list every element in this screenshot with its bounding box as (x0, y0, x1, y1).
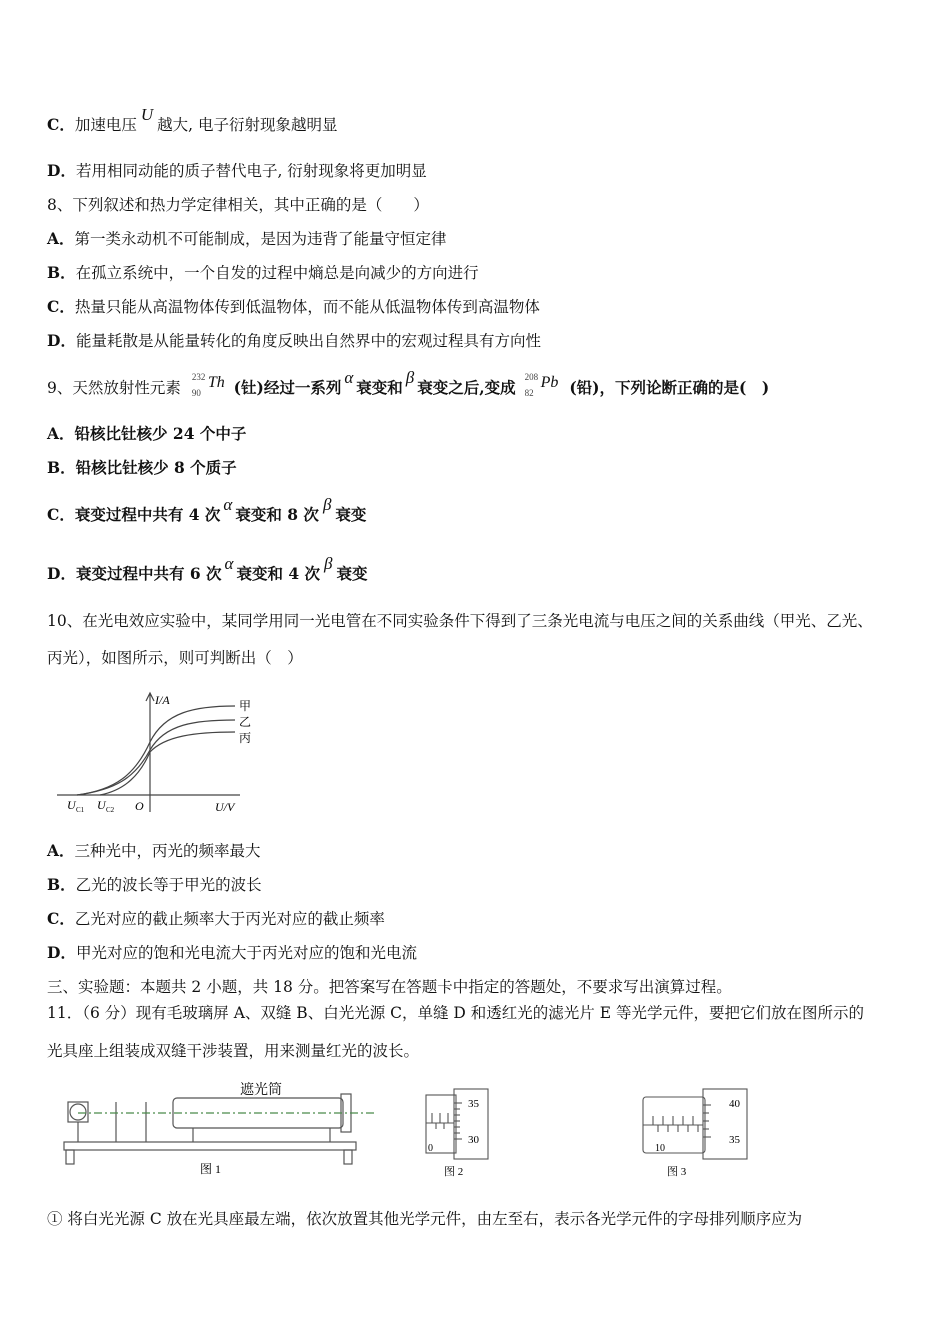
origin-label: O (135, 799, 144, 813)
question-11-line2: 光具座上组装成双缝干涉装置，用来测量红光的波长。 (47, 1042, 420, 1060)
option-9c: C．衰变过程中共有 4 次α衰变和 8 次β衰变 (47, 495, 367, 524)
bench-foot-right (344, 1150, 352, 1164)
thimble-bottom-number: 30 (468, 1134, 479, 1146)
sleeve-zero: 0 (428, 1143, 433, 1154)
light-source (70, 1104, 86, 1120)
thimble-top-number: 35 (468, 1098, 479, 1110)
thimble (703, 1089, 747, 1159)
question-8: 8、下列叙述和热力学定律相关，其中正确的是（ ） (47, 196, 429, 214)
uc1-sub: C1 (76, 806, 85, 814)
light-source-housing (68, 1102, 88, 1122)
thimble-top-number: 40 (729, 1098, 740, 1110)
optical-bench-figure (58, 1080, 388, 1180)
option-10c: C．乙光对应的截止频率大于丙光对应的截止频率 (47, 909, 385, 928)
option-8c: C．热量只能从高温物体传到低温物体，而不能从低温物体传到高温物体 (47, 297, 540, 316)
option-7d: D．若用相同动能的质子替代电子, 衍射现象将更加明显 (47, 161, 427, 180)
sleeve-main-number: 10 (655, 1143, 665, 1154)
question-10-line2: 丙光），如图所示，则可判断出（ ） (47, 649, 303, 667)
curve-jia (77, 706, 235, 795)
option-8d: D．能量耗散是从能量转化的角度反映出自然界中的宏观过程具有方向性 (47, 331, 541, 350)
option-9b: B．铅核比钍核少 8 个质子 (47, 458, 237, 477)
option-9d: D．衰变过程中共有 6 次α衰变和 4 次β衰变 (47, 554, 368, 583)
option-7c: C．加速电压U越大, 电子衍射现象越明显 (47, 105, 338, 134)
x-axis-label: U/V (215, 800, 235, 814)
thimble-bottom-number: 35 (729, 1134, 740, 1146)
option-9a: A．铅核比钍核少 24 个中子 (47, 424, 247, 443)
curve-bing (100, 732, 235, 795)
figure-2-caption: 图 2 (444, 1166, 464, 1178)
option-8a: A．第一类永动机不可能制成，是因为违背了能量守恒定律 (47, 229, 447, 248)
question-11-line1: 11．（6 分）现有毛玻璃屏 A、双缝 B、白光光源 C，单缝 D 和透红光的滤光片 E 等光学元件，要把它们放在图所示的 (47, 1004, 864, 1022)
shading-tube-label: 遮光筒 (240, 1083, 282, 1098)
figure-3-caption: 图 3 (667, 1166, 687, 1178)
lead-nuclide: 208 82 Pb (524, 372, 559, 398)
curve-yi (77, 720, 235, 795)
question-9: 9、天然放射性元素 232 90 Th (钍)经过一系列α衰变和β衰变之后,变成 208 82 Pb (铅)，下列论断正确的是( ) (47, 368, 770, 398)
option-10d: D．甲光对应的饱和光电流大于丙光对应的饱和光电流 (47, 943, 417, 962)
uc1-label: U (67, 798, 76, 812)
figure-1-caption: 图 1 (200, 1162, 222, 1176)
bench-rail (64, 1142, 356, 1150)
option-10a: A．三种光中，丙光的频率最大 (47, 841, 261, 860)
option-8b: B．在孤立系统中，一个自发的过程中熵总是向减少的方向进行 (47, 263, 479, 282)
option-10b: B．乙光的波长等于甲光的波长 (47, 875, 262, 894)
y-axis-label: I/A (155, 693, 170, 707)
section-3-header: 三、实验题：本题共 2 小题，共 18 分。把答案写在答题卡中指定的答题处，不要求写出演算过程。 (47, 978, 732, 996)
curve-yi-label: 乙 (239, 715, 252, 729)
uc2-label: U (97, 798, 106, 812)
question-10-line1: 10、在光电效应实验中，某同学用同一光电管在不同实验条件下得到了三条光电流与电压之间的关系曲线（甲光、乙光、 (47, 612, 873, 630)
thorium-nuclide: 232 90 Th (191, 372, 225, 398)
curve-jia-label: 甲 (239, 699, 252, 713)
bench-foot-left (66, 1150, 74, 1164)
photoelectric-iv-graph (55, 690, 265, 820)
uc2-sub: C2 (106, 806, 115, 814)
question-11-part1: ① 将白光光源 C 放在光具座最左端，依次放置其他光学元件，由左至右，表示各光学元件的字母排列顺序应为 (47, 1210, 803, 1228)
curve-bing-label: 丙 (239, 731, 252, 745)
micrometer-figure-2 (418, 1085, 508, 1180)
voltage-symbol: U (140, 105, 154, 124)
micrometer-figure-3 (635, 1085, 760, 1180)
